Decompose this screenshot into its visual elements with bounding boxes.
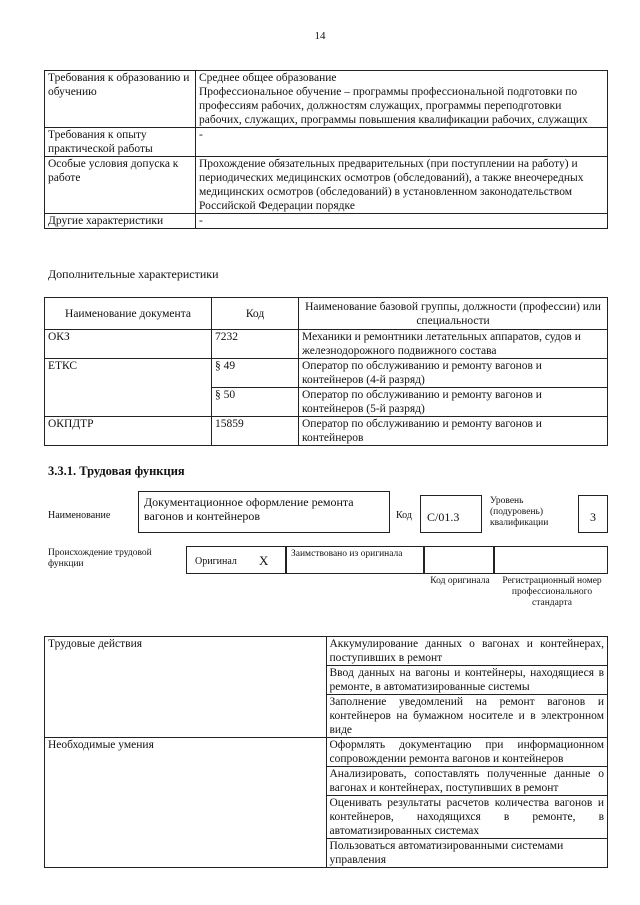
skill-item: Анализировать, сопоставлять полученные данные о вагонах и контейнерах, поступивших в ремонт bbox=[326, 767, 608, 796]
original-mark: X bbox=[259, 553, 269, 568]
code-cell: § 49 bbox=[212, 359, 299, 388]
reg-number-box bbox=[494, 546, 608, 574]
name-label: Наименование bbox=[48, 510, 111, 521]
action-item: Ввод данных на вагоны и контейнеры, находящиеся в ремонте, в автоматизированные системы bbox=[326, 666, 608, 695]
doc-cell: ОКЗ bbox=[45, 330, 212, 359]
table-header-row bbox=[45, 298, 608, 330]
page-number: 14 bbox=[314, 30, 326, 42]
original-box bbox=[186, 546, 286, 574]
function-name-box: Документационное оформление ремонта вагонов и контейнеров bbox=[138, 491, 390, 533]
table-row bbox=[45, 738, 608, 767]
original-label: Оригинал bbox=[195, 556, 237, 567]
reg-number-label: Регистрационный номер профессионального стандарта bbox=[502, 576, 602, 608]
additional-table bbox=[44, 297, 608, 446]
skill-item: Оценивать результаты расчетов количества вагонов и контейнеров, находящихся в ремонте, в автоматизированных системах bbox=[326, 796, 608, 839]
borrowed-box: Заимствовано из оригинала bbox=[286, 546, 424, 574]
requirement-line: Профессиональное обучение – программы профессиональной подготовки по профессиям рабочих, должностям служащих, программы переподготовки рабочих, служащих, программы повышения квалификации рабочих, служащих bbox=[199, 86, 588, 126]
header-code: Код bbox=[212, 298, 299, 330]
origin-label: Происхождение трудовой функции bbox=[48, 548, 152, 569]
skills-label: Необходимые умения bbox=[45, 738, 327, 868]
actions-skills-table bbox=[44, 636, 608, 868]
level-box: 3 bbox=[578, 495, 608, 533]
name-cell: Механики и ремонтники летательных аппаратов, судов и железнодорожного подвижного состава bbox=[299, 330, 608, 359]
table-row bbox=[45, 330, 608, 359]
orig-code-box bbox=[424, 546, 494, 574]
requirement-label: Требования к опыту практической работы bbox=[45, 128, 196, 157]
action-item: Аккумулирование данных о вагонах и контейнерах, поступивших в ремонт bbox=[326, 637, 608, 666]
name-cell: Оператор по обслуживанию и ремонту вагонов и контейнеров (5-й разряд) bbox=[299, 388, 608, 417]
table-row bbox=[45, 157, 608, 214]
skill-item: Пользоваться автоматизированными системами управления bbox=[326, 839, 608, 868]
requirements-table bbox=[44, 70, 608, 229]
table-row bbox=[45, 417, 608, 446]
table-row bbox=[45, 214, 608, 229]
action-item: Заполнение уведомлений на ремонт вагонов и контейнеров на бумажном носителе и в электронном виде bbox=[326, 695, 608, 738]
actions-label: Трудовые действия bbox=[45, 637, 327, 738]
section-title: 3.3.1. Трудовая функция bbox=[48, 464, 185, 478]
code-cell: 15859 bbox=[212, 417, 299, 446]
code-cell: 7232 bbox=[212, 330, 299, 359]
requirement-value: - bbox=[196, 128, 608, 157]
orig-code-label: Код оригинала bbox=[430, 576, 490, 586]
name-cell: Оператор по обслуживанию и ремонту вагонов и контейнеров (4-й разряд) bbox=[299, 359, 608, 388]
table-row bbox=[45, 128, 608, 157]
requirement-value: - bbox=[196, 214, 608, 229]
requirement-line: Среднее общее образование bbox=[199, 72, 337, 84]
name-cell: Оператор по обслуживанию и ремонту вагонов и контейнеров bbox=[299, 417, 608, 446]
table-row bbox=[45, 359, 608, 388]
doc-cell: ЕТКС bbox=[45, 359, 212, 417]
level-label: Уровень (подуровень) квалификации bbox=[490, 496, 549, 528]
code-label: Код bbox=[396, 510, 412, 521]
requirement-value bbox=[196, 71, 608, 128]
requirement-value: Прохождение обязательных предварительных (при поступлении на работу) и периодических медицинских осмотров (обследований), а также внеочередных медицинских осмотров (обследований) в установленном законодательством Российской Федерации порядке bbox=[196, 157, 608, 214]
function-code-box: С/01.3 bbox=[420, 495, 482, 533]
table-row bbox=[45, 71, 608, 128]
header-group-name: Наименование базовой группы, должности (профессии) или специальности bbox=[299, 298, 608, 330]
header-document: Наименование документа bbox=[45, 298, 212, 330]
additional-title: Дополнительные характеристики bbox=[48, 267, 219, 281]
table-row bbox=[45, 637, 608, 666]
doc-cell: ОКПДТР bbox=[45, 417, 212, 446]
requirement-label: Особые условия допуска к работе bbox=[45, 157, 196, 214]
requirement-label: Требования к образованию и обучению bbox=[45, 71, 196, 128]
code-cell: § 50 bbox=[212, 388, 299, 417]
requirement-label: Другие характеристики bbox=[45, 214, 196, 229]
skill-item: Оформлять документацию при информационном сопровождении ремонта вагонов и контейнеров bbox=[326, 738, 608, 767]
